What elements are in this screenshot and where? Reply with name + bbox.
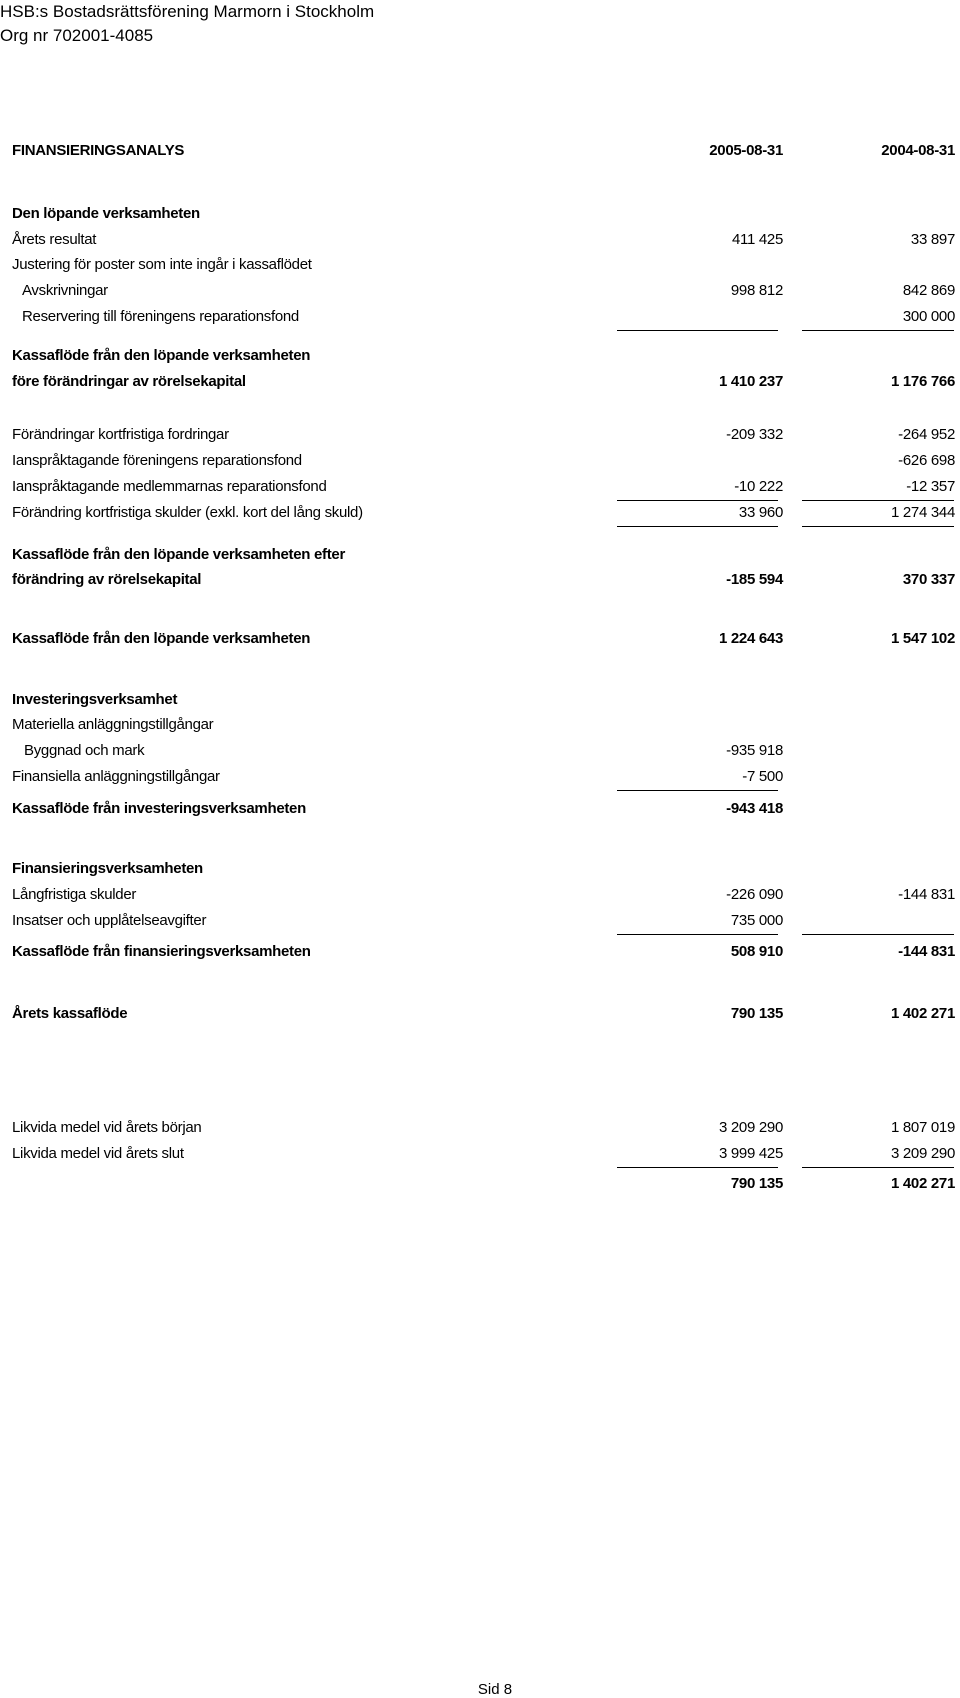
row-label: Finansiella anläggningstillgångar: [12, 768, 220, 785]
value-2005: 411 425: [731, 231, 783, 248]
row-avskrivningar: [12, 280, 956, 302]
row-kortfr-fordringar: [12, 424, 956, 446]
value-2004: -626 698: [898, 452, 955, 469]
row-label: Årets kassaflöde: [12, 1005, 128, 1022]
row-label: Förändringar kortfristiga fordringar: [12, 426, 229, 443]
row-kf-fore-1: [12, 345, 956, 367]
row-label: Kassaflöde från investeringsverksamheten: [12, 800, 306, 817]
section-heading: Den löpande verksamheten: [12, 205, 200, 222]
org-name: HSB:s Bostadsrättsförening Marmorn i Stockholm: [0, 2, 375, 21]
row-langfristiga: [12, 884, 956, 906]
value-2004: -144 831: [898, 886, 955, 903]
value-2004: -144 831: [898, 943, 955, 960]
value-2005: 1 224 643: [718, 630, 783, 647]
row-arets-kassaflode: [12, 1003, 956, 1025]
row-kf-efter-1: [12, 544, 956, 566]
column-header-2005: 2005-08-31: [709, 142, 783, 159]
value-2005: -185 594: [726, 571, 783, 588]
page-number: Sid 8: [477, 1681, 513, 1698]
org-number: Org nr 702001-4085: [0, 26, 154, 45]
row-kf-finans: [12, 941, 956, 963]
value-2004: 1 807 019: [890, 1119, 955, 1136]
row-label: Byggnad och mark: [24, 742, 145, 759]
value-2005: -226 090: [726, 886, 783, 903]
row-label: Likvida medel vid årets början: [12, 1119, 202, 1136]
value-2004: 1 547 102: [890, 630, 955, 647]
row-label: Avskrivningar: [22, 282, 108, 299]
underline: [617, 330, 778, 331]
value-2004: 300 000: [902, 308, 955, 325]
underline: [802, 330, 954, 331]
underline: [802, 526, 954, 527]
value-2005: -943 418: [726, 800, 783, 817]
row-label: Årets resultat: [12, 231, 97, 248]
row-label: Ianspråktagande medlemmarnas reparationsfond: [12, 478, 327, 495]
row-justering: [12, 254, 956, 276]
value-2005: 3 999 425: [718, 1145, 783, 1162]
section-heading-lopande: [12, 203, 956, 225]
underline: [802, 1167, 954, 1168]
value-2005: 998 812: [730, 282, 783, 299]
row-label: Kassaflöde från den löpande verksamheten: [12, 347, 311, 364]
report-title: FINANSIERINGSANALYS: [12, 142, 185, 159]
row-label: Insatser och upplåtelseavgifter: [12, 912, 207, 929]
value-2005: -7 500: [742, 768, 783, 785]
value-2005: 3 209 290: [718, 1119, 783, 1136]
value-2004: 1 402 271: [890, 1175, 955, 1192]
row-label: Materiella anläggningstillgångar: [12, 716, 214, 733]
value-2004: -264 952: [898, 426, 955, 443]
row-label: Justering för poster som inte ingår i kassaflödet: [12, 256, 312, 273]
value-2004: 3 209 290: [890, 1145, 955, 1162]
underline: [802, 500, 954, 501]
row-kf-fore-2: [12, 371, 956, 393]
row-likvida-slut: [12, 1143, 956, 1165]
section-heading: Finansieringsverksamheten: [12, 860, 203, 877]
value-2005: -935 918: [726, 742, 783, 759]
document-header: [0, 0, 374, 48]
row-likvida-diff: [12, 1173, 956, 1195]
underline: [617, 934, 778, 935]
row-label: Likvida medel vid årets slut: [12, 1145, 184, 1162]
row-byggnad: [12, 740, 956, 762]
row-label: Kassaflöde från finansieringsverksamheten: [12, 943, 311, 960]
section-heading-finans: [12, 858, 956, 880]
row-label: Ianspråktagande föreningens reparationsfond: [12, 452, 302, 469]
row-likvida-borjan: [12, 1117, 956, 1139]
row-label: före förändringar av rörelsekapital: [12, 373, 246, 390]
row-label: Långfristiga skulder: [12, 886, 137, 903]
column-header-2004: 2004-08-31: [881, 142, 955, 159]
row-label: förändring av rörelsekapital: [12, 571, 202, 588]
value-2004: 1 176 766: [890, 373, 955, 390]
underline: [617, 790, 778, 791]
value-2005: 508 910: [730, 943, 783, 960]
value-2004: 842 869: [902, 282, 955, 299]
value-2004: 33 897: [910, 231, 955, 248]
value-2004: -12 357: [906, 478, 955, 495]
underline: [617, 500, 778, 501]
value-2005: -10 222: [734, 478, 783, 495]
underline: [617, 1167, 778, 1168]
row-finansiella: [12, 766, 956, 788]
row-reservering: [12, 306, 956, 328]
value-2004: 1 274 344: [890, 504, 955, 521]
report-title-row: [12, 140, 956, 162]
row-label: Kassaflöde från den löpande verksamheten: [12, 630, 311, 647]
underline: [617, 526, 778, 527]
row-kf-lopande: [12, 628, 956, 650]
value-2005: -209 332: [726, 426, 783, 443]
underline: [802, 934, 954, 935]
value-2005: 33 960: [738, 504, 783, 521]
row-label: Förändring kortfristiga skulder (exkl. kort del lång skuld): [12, 504, 363, 521]
row-kortfr-skulder: [12, 502, 956, 524]
row-insatser: [12, 910, 956, 932]
row-label: Reservering till föreningens reparationsfond: [22, 308, 299, 325]
row-iansp-foreningens: [12, 450, 956, 472]
section-heading: Investeringsverksamhet: [12, 691, 178, 708]
value-2005: 790 135: [730, 1005, 783, 1022]
value-2005: 790 135: [730, 1175, 783, 1192]
row-kf-invest: [12, 798, 956, 820]
row-label: Kassaflöde från den löpande verksamheten efter: [12, 546, 345, 563]
value-2005: 1 410 237: [718, 373, 783, 390]
row-materiella: [12, 714, 956, 736]
row-kf-efter-2: [12, 569, 956, 591]
row-arets-resultat: [12, 229, 956, 251]
value-2004: 1 402 271: [890, 1005, 955, 1022]
section-heading-invest: [12, 689, 956, 711]
value-2004: 370 337: [902, 571, 955, 588]
value-2005: 735 000: [730, 912, 783, 929]
row-iansp-medlemmarnas: [12, 476, 956, 498]
